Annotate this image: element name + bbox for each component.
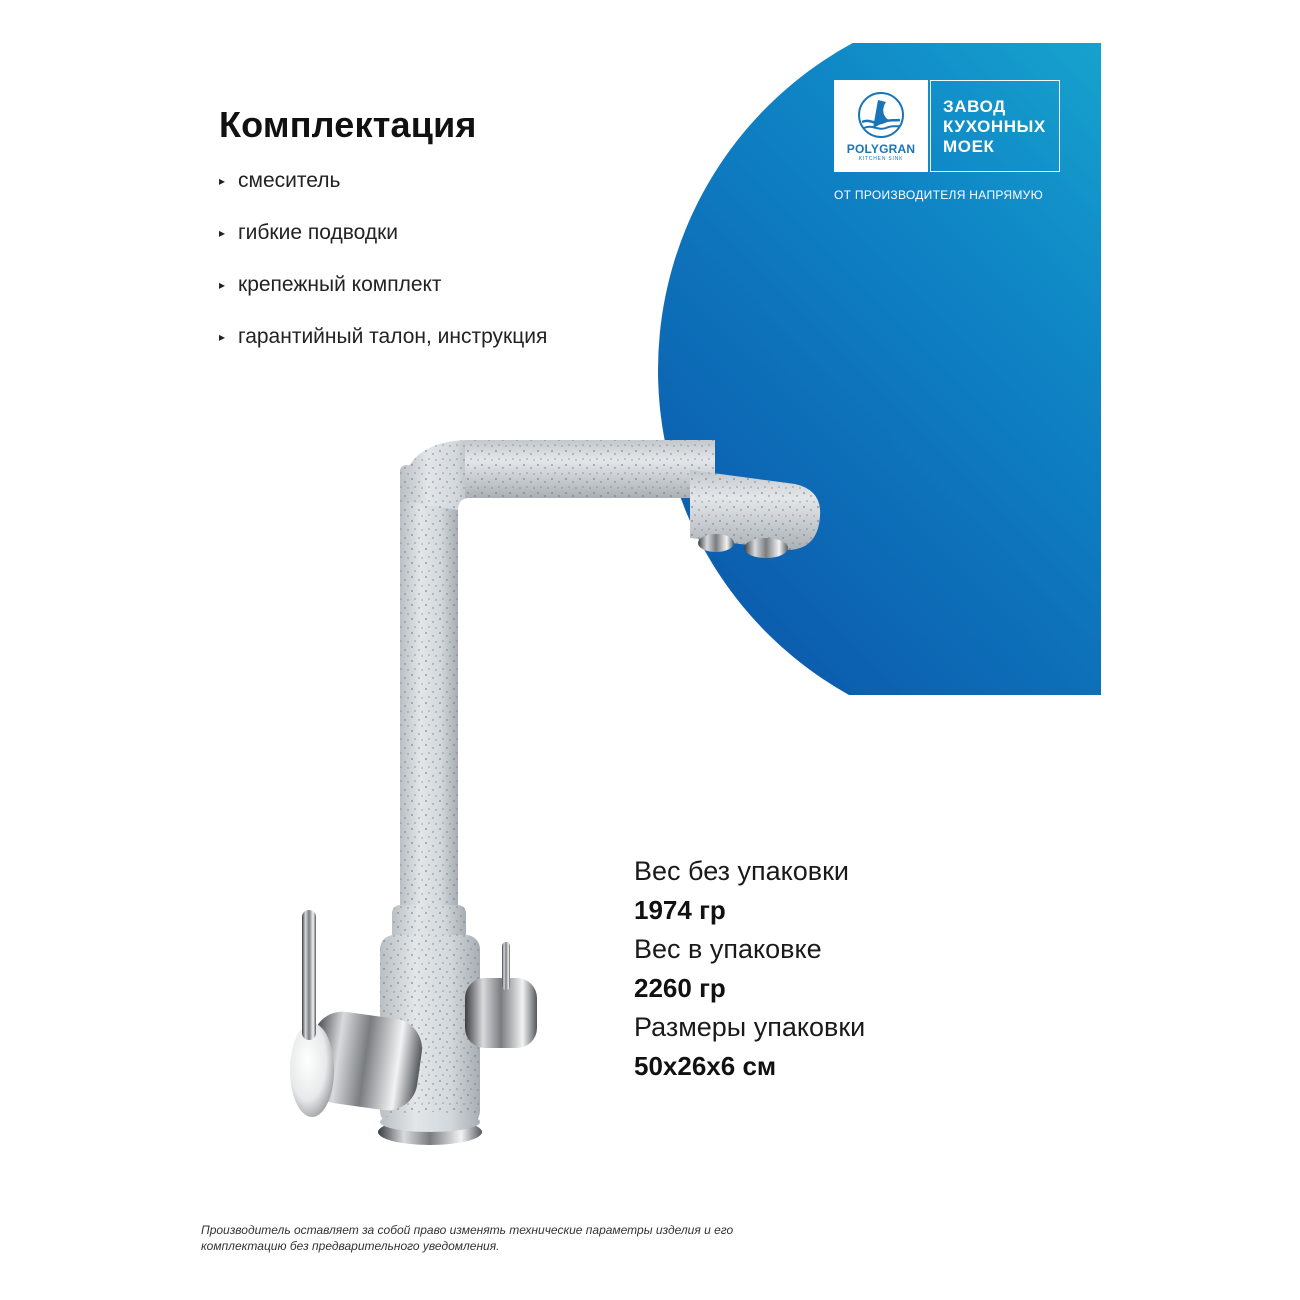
bullet-icon: ▸ xyxy=(219,278,226,292)
logo-badge xyxy=(834,80,928,172)
bullet-icon: ▸ xyxy=(219,174,226,188)
brand-sub: KITCHEN SINK xyxy=(858,156,904,162)
spec-label-package-size: Размеры упаковки xyxy=(634,1012,866,1042)
kit-item-label: смеситель xyxy=(238,169,341,192)
bullet-icon: ▸ xyxy=(219,330,226,344)
list-item xyxy=(219,322,547,374)
kit-item-label: крепежный комплект xyxy=(238,273,442,296)
brand-tagline: ОТ ПРОИЗВОДИТЕЛЯ НАПРЯМУЮ xyxy=(834,188,1044,202)
kit-list xyxy=(219,166,547,374)
kit-title: Комплектация xyxy=(219,104,477,145)
slogan-box xyxy=(930,80,1060,172)
list-item xyxy=(219,270,547,322)
list-item xyxy=(219,218,547,270)
polygran-logo xyxy=(834,80,1060,172)
bullet-icon: ▸ xyxy=(219,226,226,240)
spec-label-packed-weight: Вес в упаковке xyxy=(634,934,822,964)
brand-slogan: ЗАВОД КУХОННЫХ МОЕК xyxy=(943,97,1046,156)
spec-label-weight: Вес без упаковки xyxy=(634,856,849,886)
disclaimer: Производитель оставляет за собой право изменять технические параметры изделия и его комплектацию без предварительного уведомления. xyxy=(201,1223,734,1253)
spec-value-packed-weight: 2260 гр xyxy=(634,973,726,1003)
kit-item-label: гарантийный талон, инструкция xyxy=(238,325,548,348)
list-item xyxy=(219,166,547,218)
spec-value-weight: 1974 гр xyxy=(634,895,726,925)
wave-sail-logo-icon xyxy=(856,90,906,140)
specs-block xyxy=(634,852,865,1086)
brand-name: POLYGRAN xyxy=(846,142,916,156)
kit-item-label: гибкие подводки xyxy=(238,221,399,244)
spec-value-package-size: 50x26x6 см xyxy=(634,1051,777,1081)
